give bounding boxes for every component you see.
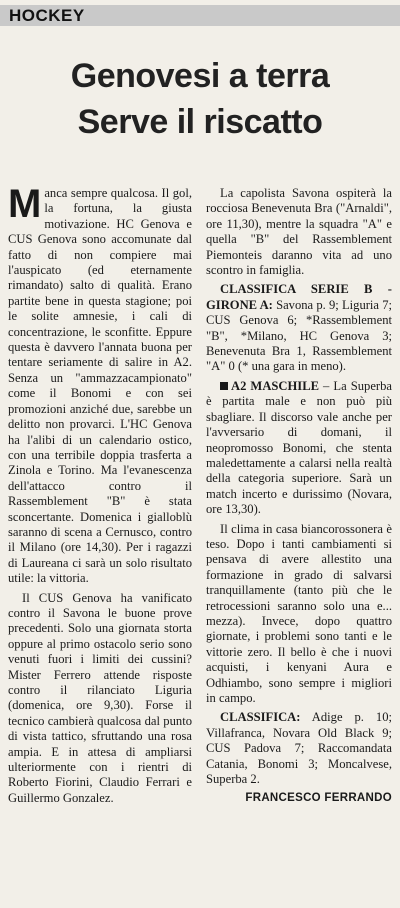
standings-text: Adige p. 10; Villafranca, Novara Old Black 9; CUS Padova 7; Raccomandata Catania, Bonomi 3; Moncalvese, Superba 2.	[206, 710, 392, 787]
author-byline: FRANCESCO FERRANDO	[245, 792, 392, 805]
headline-line-1: Genovesi a terra	[70, 57, 330, 95]
paragraph-text: – La Superba è partita male e non può più sbagliare. Il discorso vale anche per l'avversario di domani, il neopromosso Bonomi, che stenta maledettamente a calarsi nella realtà della categoria superiore. Sarà un match incerto e durissimo (Novara, ore 13,30).	[206, 378, 392, 517]
section-header-bar	[0, 5, 400, 26]
standings-heading: CLASSIFICA:	[220, 710, 301, 725]
headline-line-2: Serve il riscatto	[77, 103, 323, 141]
article-paragraph: Il clima in casa biancorossonera è teso. Dopo i tanti cambiamenti si pensava di avere allestito una formazione in grado di salvarsi tranquillamente (tanto più che le retrocessioni saranno solo una e... mezza). Invece, dopo quattro giornate, i problemi sono tanti e le vittorie zero. Il bello è che i nuovi acquisti, i kenyani Aura e Odhiambo, sono sempre i migliori in campo.	[206, 521, 392, 705]
article-paragraph	[8, 182, 192, 587]
standings-serie-b	[206, 282, 392, 374]
standings-a2	[206, 710, 392, 787]
paragraph-text: anca sempre qualcosa. Il gol, la fortuna, la giusta motivazione. HC Genova e CUS Genova sono accomunate dal fatto di non compiere mai l'auspicato (ed eternamente rimandato) salto di qualità. Erano partite bene in questa stagione; poi le solite amnesie, i cali di concentrazione, le sconfitte. Eppure questa è davvero l'annata buona per tentare seriamente di salire in A2. Senza un "ammazzacampionato" come il Bonomi e con sei promozioni anziché due, sarebbe un delitto non provarci. L'HC Genova ha l'alibi di un calendario ostico, con una terribile doppia trasferta a Zinola e Torino. Ma l'evanescenza dell'attacco contro il Rassemblement "B" è stata sconcertante. Domenica i gialloblù saranno di scena a Cernusco, contro il Milano (ore 14,30). Per i ragazzi di Laureana ci sarà un solo risultato utile: la vittoria.	[8, 186, 192, 586]
section-label: HOCKEY	[9, 6, 85, 25]
article-paragraph: Il CUS Genova ha vanificato contro il Savona le buone prove precedenti. Solo una giornata storta oppure al primo ostacolo serio sono venuti fuori i limiti dei cussini? Mister Ferrero attende risposte contro il rilanciato Liguria (domenica, ore 9,30). Forse il tecnico cambierà qualcosa dal punto di vista tattico, sfruttando una rosa ampia. E in attesa di ampliarsi ulteriormente con i rientri di Roberto Fiorini, Claudio Ferrari e Guillermo Gonzalez.	[8, 590, 192, 805]
drop-cap: M	[8, 182, 42, 226]
article-column-left	[8, 182, 192, 810]
standings-text: Savona p. 9; Liguria 7; CUS Genova 6; *Rassemblement "B", *Milano, HC Genova 3; Benevenuta Bra 1, Rassemblement "A" 0 (* una gara in meno).	[206, 297, 393, 374]
bullet-square-icon	[220, 382, 228, 390]
standings-heading: CLASSIFICA SERIE B - GIRONE A:	[206, 282, 392, 312]
headline	[0, 53, 400, 145]
subsection-heading: A2 MASCHILE	[231, 378, 320, 393]
a2-maschile-paragraph	[206, 379, 392, 518]
article-column-right	[206, 186, 392, 807]
article-paragraph: La capolista Savona ospiterà la rocciosa Benevenuta Bra ("Arnaldi", ore 11,30), mentre la squadra "A" e quella "B" del Rassemblement Piemonteis daranno vita ad uno scontro in famiglia.	[206, 186, 392, 278]
